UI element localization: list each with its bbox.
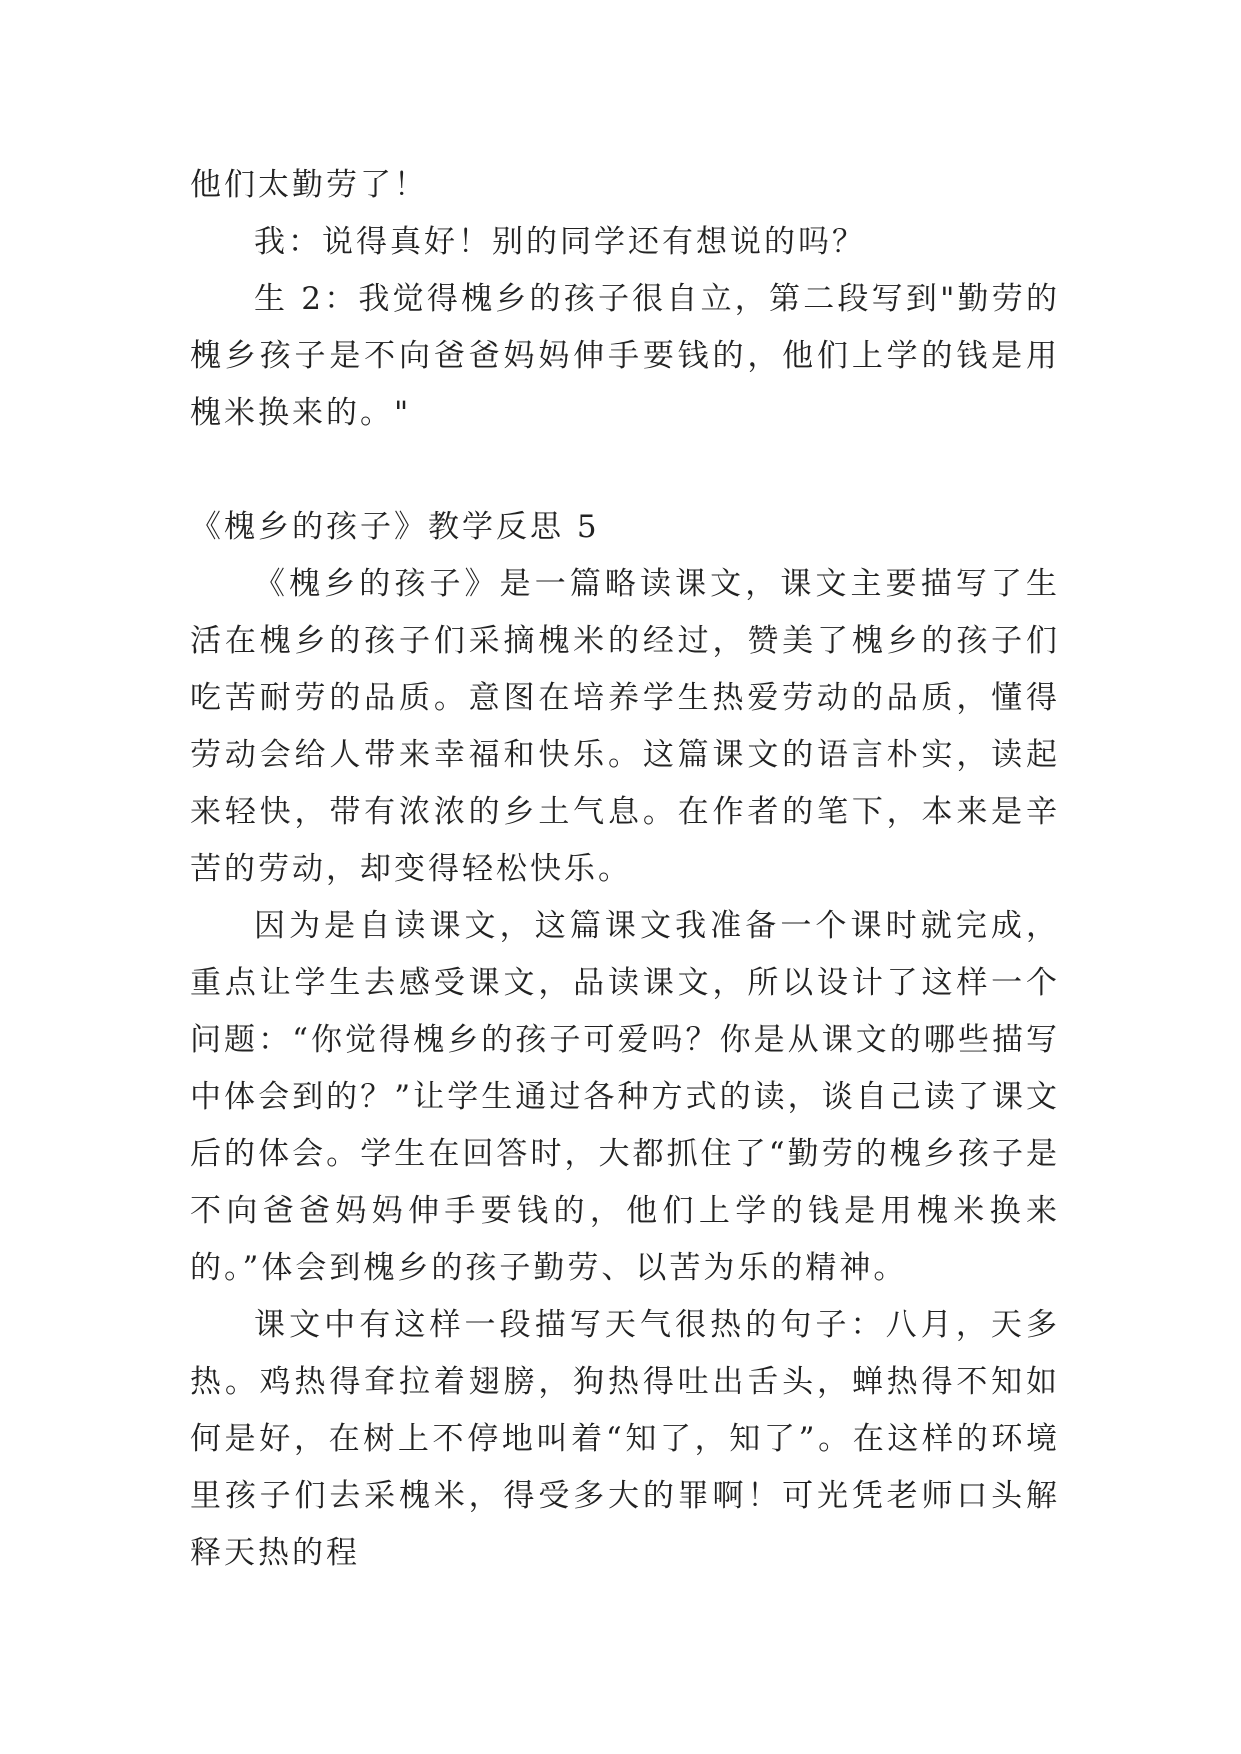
body-paragraph: 课文中有这样一段描写天气很热的句子：八月，天多热。鸡热得耷拉着翅膀，狗热得吐出舌头，蝉热得不知如何是好，在树上不停地叫着“知了，知了”。在这样的环境里孩子们去采槐米，得受多大的罪啊！可光凭老师口头解释天热的程	[190, 1307, 1060, 1571]
dialogue-line-teacher: 我：说得真好！别的同学还有想说的吗？	[254, 224, 866, 260]
body-paragraph: 因为是自读课文，这篇课文我准备一个课时就完成，重点让学生去感受课文，品读课文，所以设计了这样一个问题：“你觉得槐乡的孩子可爱吗？你是从课文的哪些描写中体会到的？”让学生通过各种方式的读，谈自己读了课文后的体会。学生在回答时，大都抓住了“勤劳的槐乡孩子是不向爸爸妈妈伸手要钱的，他们上学的钱是用槐米换来的。”体会到槐乡的孩子勤劳、以苦为乐的精神。	[190, 908, 1060, 1286]
section-title: 《槐乡的孩子》教学反思 5	[190, 509, 600, 545]
continued-paragraph: 他们太勤劳了！	[190, 167, 428, 203]
body-paragraph: 《槐乡的孩子》是一篇略读课文，课文主要描写了生活在槐乡的孩子们采摘槐米的经过，赞美了槐乡的孩子们吃苦耐劳的品质。意图在培养学生热爱劳动的品质，懂得劳动会给人带来幸福和快乐。这篇课文的语言朴实，读起来轻快，带有浓浓的乡土气息。在作者的笔下，本来是辛苦的劳动，却变得轻松快乐。	[190, 566, 1060, 887]
dialogue-line-student: 生 2：我觉得槐乡的孩子很自立，第二段写到"勤劳的槐乡孩子是不向爸爸妈妈伸手要钱的，他们上学的钱是用槐米换来的。"	[190, 281, 1060, 431]
document-body	[190, 157, 1060, 1582]
